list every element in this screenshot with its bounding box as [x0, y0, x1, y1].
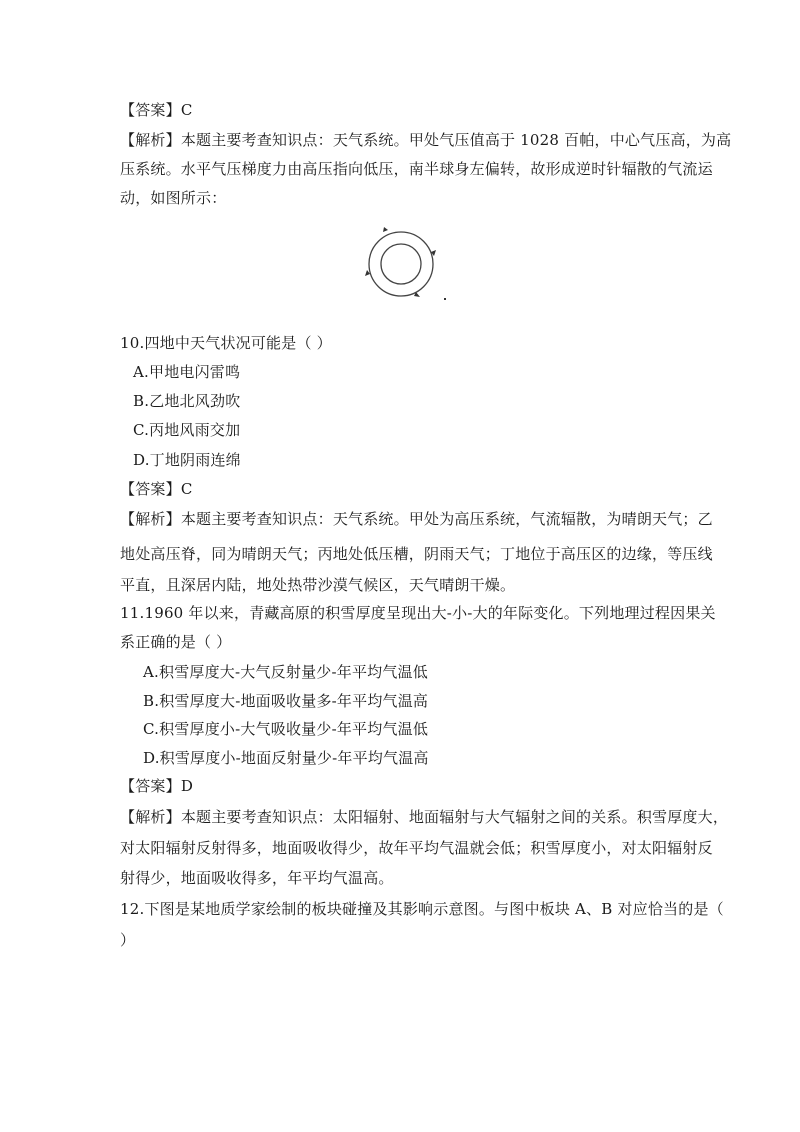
- analysis-label: 【解析】: [120, 510, 181, 528]
- analysis-label: 【解析】: [120, 131, 181, 149]
- q11-analysis-line-2: 对太阳辐射反射得多，地面吸收得少，故年平均气温就会低；积雪厚度小，对太阳辐射反: [120, 839, 713, 857]
- q11-option-b: B.积雪厚度大-地面吸收量多-年平均气温高: [143, 692, 429, 710]
- q11-option-c: C.积雪厚度小-大气吸收量少-年平均气温低: [143, 720, 429, 738]
- q11-analysis-text-1: 本题主要考查知识点：太阳辐射、地面辐射与大气辐射之间的关系。积雪厚度大，: [180, 808, 729, 826]
- q10-stem: 10.四地中天气状况可能是（ ）: [120, 334, 332, 352]
- q12-stem-line-2: ）: [120, 931, 136, 949]
- q11-answer-line: [120, 775, 193, 797]
- q11-analysis-line-3: 射得少，地面吸收得多，年平均气温高。: [120, 869, 394, 887]
- q10-analysis-line-2: 地处高压脊，同为晴朗天气；丙地处低压槽，阴雨天气；丁地位于高压区的边缘，等压线: [120, 545, 713, 563]
- q10-option-d: D.丁地阴雨连绵: [133, 451, 241, 469]
- q9-analysis-line-3: 动，如图所示：: [120, 189, 227, 207]
- q11-answer-value: D: [180, 777, 194, 795]
- counterclockwise-divergent-airflow-diagram: [360, 224, 452, 304]
- q11-option-a: A.积雪厚度大-大气反射量少-年平均气温低: [143, 663, 428, 681]
- q9-analysis-text-1: 本题主要考查知识点：天气系统。甲处气压值高于 1028 百帕，中心气压高，为高: [180, 131, 732, 149]
- small-dot: [444, 298, 446, 300]
- answer-label: 【答案】: [120, 101, 181, 119]
- q9-analysis-line-2: 压系统。水平气压梯度力由高压指向低压，南半球身左偏转，故形成逆时针辐散的气流运: [120, 160, 713, 178]
- outer-circle: [369, 232, 433, 296]
- q10-analysis-line-1: [120, 508, 713, 530]
- q9-answer-value: C: [180, 101, 193, 119]
- q10-option-a: A.甲地电闪雷鸣: [133, 363, 241, 381]
- analysis-label: 【解析】: [120, 808, 181, 826]
- q11-option-d: D.积雪厚度小-地面反射量少-年平均气温高: [143, 749, 429, 767]
- q11-stem-line-2: 系正确的是（ ）: [120, 633, 232, 651]
- q11-stem-line-1: 11.1960 年以来，青藏高原的积雪厚度呈现出大-小-大的年际变化。下列地理过程因果关: [120, 604, 716, 622]
- answer-label: 【答案】: [120, 480, 181, 498]
- q10-analysis-text-1: 本题主要考查知识点：天气系统。甲处为高压系统，气流辐散，为晴朗天气；乙: [180, 510, 713, 528]
- answer-label: 【答案】: [120, 777, 181, 795]
- q10-option-c: C.丙地风雨交加: [133, 421, 241, 439]
- q9-analysis-line-1: [120, 129, 731, 151]
- inner-circle: [381, 244, 421, 284]
- arrow-top-icon: [383, 227, 388, 232]
- q10-answer-value: C: [180, 480, 193, 498]
- q12-stem-line-1: 12.下图是某地质学家绘制的板块碰撞及其影响示意图。与图中板块 A、B 对应恰当的是（: [120, 900, 724, 918]
- q10-answer-line: [120, 478, 193, 500]
- q11-analysis-line-1: [120, 806, 728, 828]
- q9-answer-line: [120, 99, 193, 121]
- q10-option-b: B.乙地北风劲吹: [133, 392, 241, 410]
- q10-analysis-line-3: 平直，且深居内陆，地处热带沙漠气候区，天气晴朗干燥。: [120, 576, 516, 594]
